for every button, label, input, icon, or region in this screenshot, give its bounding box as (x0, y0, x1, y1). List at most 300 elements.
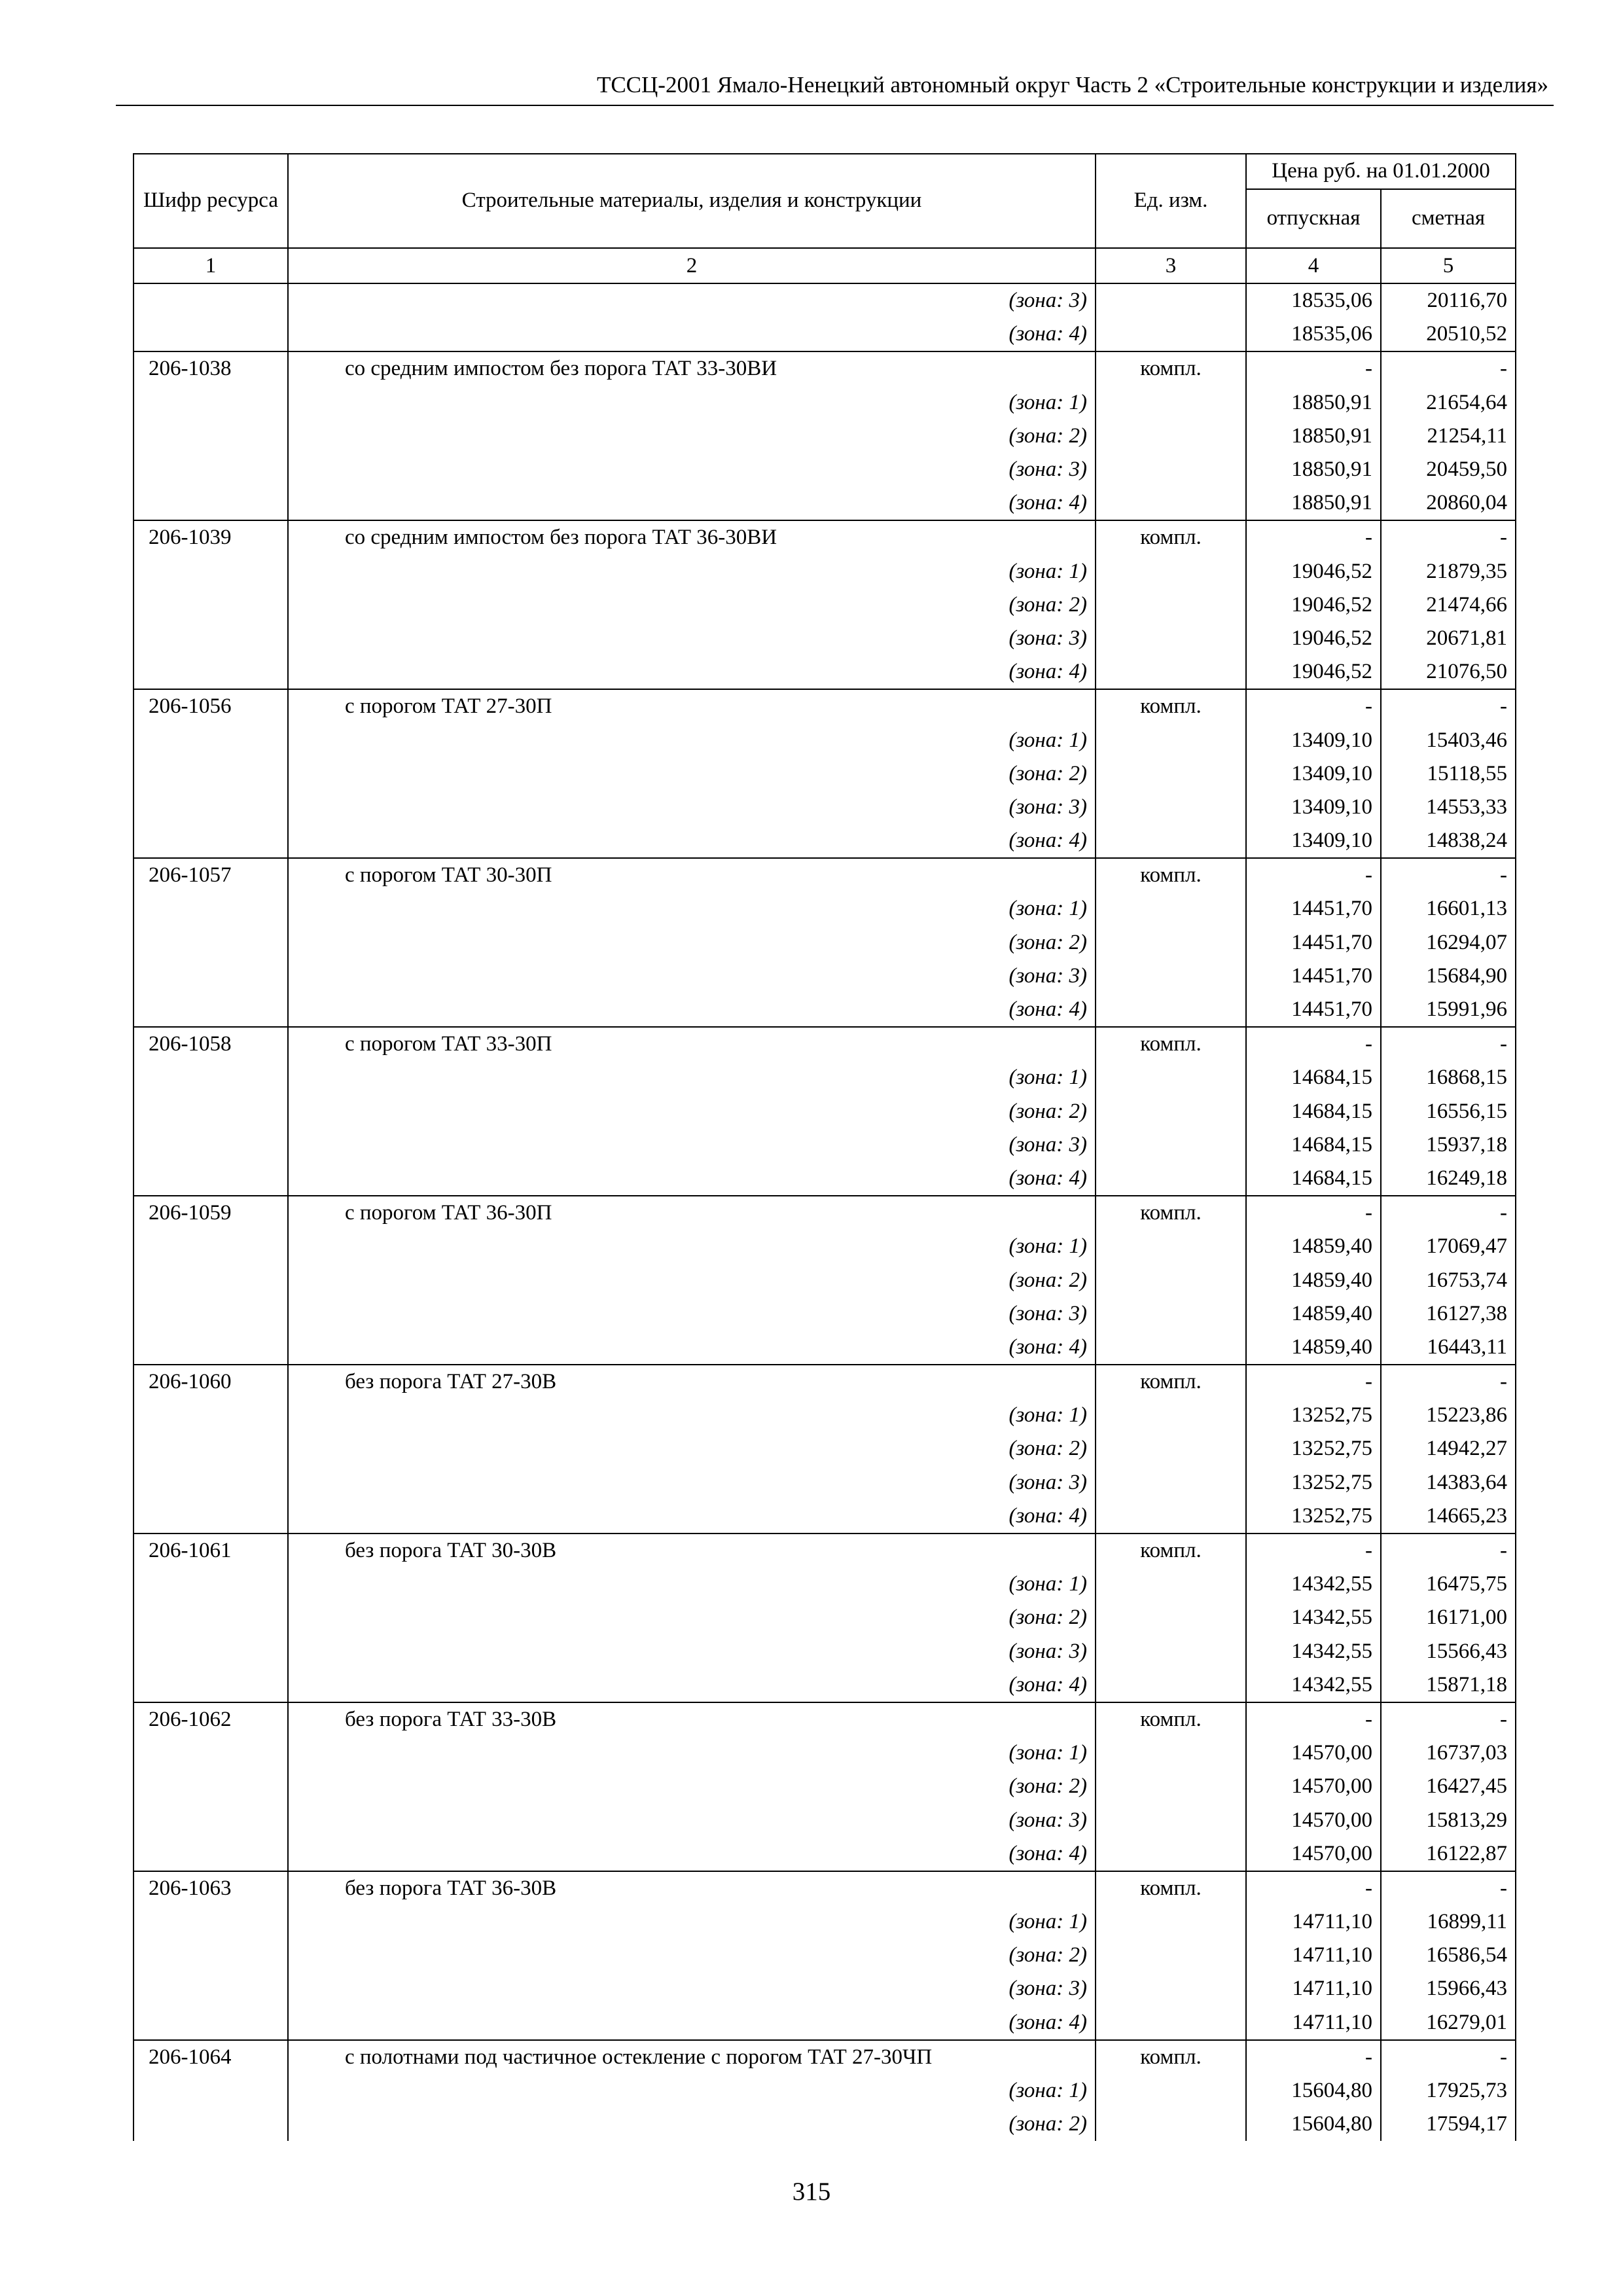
release-price-cell: 19046,52 (1246, 588, 1381, 622)
resource-code-cell (134, 1095, 288, 1128)
resource-code-cell (134, 588, 288, 622)
table-row (134, 858, 1516, 892)
unit-cell (1096, 1263, 1246, 1297)
release-price-cell: - (1246, 1027, 1381, 1061)
estimate-price-cell: - (1381, 1871, 1516, 1905)
estimate-price-cell: - (1381, 858, 1516, 892)
resource-code-cell (134, 1905, 288, 1939)
table-row (134, 1466, 1516, 1499)
table-row (134, 1871, 1516, 1905)
zone-label-cell: (зона: 2) (288, 1263, 1096, 1297)
column-number-row (134, 248, 1516, 283)
unit-cell: компл. (1096, 1534, 1246, 1568)
resource-code-cell (134, 1837, 288, 1871)
resource-code-cell (134, 655, 288, 689)
zone-label-cell: (зона: 4) (288, 317, 1096, 351)
unit-cell (1096, 1837, 1246, 1871)
zone-label-cell: (зона: 3) (288, 1466, 1096, 1499)
header-code: Шифр ресурса (134, 154, 288, 248)
release-price-cell: 18850,91 (1246, 486, 1381, 520)
resource-code-cell (134, 283, 288, 317)
material-name-cell: без порога ТАТ 33-30В (288, 1702, 1096, 1736)
unit-cell (1096, 791, 1246, 824)
release-price-cell: 14684,15 (1246, 1095, 1381, 1128)
estimate-price-cell: 14838,24 (1381, 824, 1516, 858)
release-price-cell: - (1246, 520, 1381, 554)
estimate-price-cell: 15991,96 (1381, 993, 1516, 1027)
table-body (134, 283, 1516, 2141)
zone-label-cell: (зона: 1) (288, 1230, 1096, 1263)
estimate-price-cell: - (1381, 1534, 1516, 1568)
release-price-cell: 14451,70 (1246, 892, 1381, 925)
zone-label-cell: (зона: 2) (288, 588, 1096, 622)
table-row (134, 283, 1516, 317)
estimate-price-cell: 20116,70 (1381, 283, 1516, 317)
resource-code-cell (134, 1230, 288, 1263)
release-price-cell: - (1246, 1534, 1381, 1568)
resource-code-cell (134, 892, 288, 925)
release-price-cell: 14711,10 (1246, 1905, 1381, 1939)
release-price-cell: 13409,10 (1246, 824, 1381, 858)
release-price-cell: 14342,55 (1246, 1568, 1381, 1601)
unit-cell: компл. (1096, 689, 1246, 723)
release-price-cell: 13252,75 (1246, 1466, 1381, 1499)
header-price-group: Цена руб. на 01.01.2000 (1246, 154, 1516, 189)
zone-label-cell: (зона: 1) (288, 555, 1096, 588)
unit-cell (1096, 1095, 1246, 1128)
estimate-price-cell: - (1381, 1702, 1516, 1736)
estimate-price-cell: - (1381, 1196, 1516, 1230)
zone-label-cell: (зона: 3) (288, 1128, 1096, 1162)
unit-cell (1096, 588, 1246, 622)
table-row (134, 1095, 1516, 1128)
resource-code-cell: 206-1064 (134, 2040, 288, 2074)
release-price-cell: 14570,00 (1246, 1803, 1381, 1837)
table-row (134, 1263, 1516, 1297)
release-price-cell: 18850,91 (1246, 386, 1381, 420)
release-price-cell: 14342,55 (1246, 1601, 1381, 1634)
resource-code-cell (134, 1803, 288, 1837)
table-row (134, 1196, 1516, 1230)
estimate-price-cell: 17594,17 (1381, 2108, 1516, 2141)
unit-cell (1096, 486, 1246, 520)
header-row (134, 154, 1516, 189)
material-name-cell: без порога ТАТ 27-30В (288, 1365, 1096, 1399)
release-price-cell: - (1246, 1196, 1381, 1230)
zone-label-cell: (зона: 3) (288, 1972, 1096, 2005)
unit-cell (1096, 1499, 1246, 1534)
unit-cell: компл. (1096, 858, 1246, 892)
unit-cell (1096, 1803, 1246, 1837)
zone-label-cell: (зона: 3) (288, 283, 1096, 317)
resource-code-cell (134, 960, 288, 993)
column-number: 1 (134, 248, 288, 283)
table-row (134, 824, 1516, 858)
resource-code-cell (134, 1061, 288, 1094)
zone-label-cell: (зона: 4) (288, 1331, 1096, 1365)
unit-cell: компл. (1096, 1365, 1246, 1399)
estimate-price-cell: - (1381, 689, 1516, 723)
unit-cell (1096, 1432, 1246, 1465)
unit-cell (1096, 1162, 1246, 1196)
table-row (134, 723, 1516, 757)
release-price-cell: - (1246, 1702, 1381, 1736)
release-price-cell: - (1246, 1365, 1381, 1399)
table-row (134, 791, 1516, 824)
estimate-price-cell: 16427,45 (1381, 1770, 1516, 1803)
estimate-price-cell: - (1381, 351, 1516, 386)
zone-label-cell: (зона: 4) (288, 1837, 1096, 1871)
unit-cell (1096, 723, 1246, 757)
table-row (134, 1365, 1516, 1399)
release-price-cell: 14859,40 (1246, 1331, 1381, 1365)
table-row (134, 1635, 1516, 1668)
resource-code-cell (134, 1668, 288, 1702)
resource-code-cell (134, 1601, 288, 1634)
table-row (134, 689, 1516, 723)
release-price-cell: 18535,06 (1246, 317, 1381, 351)
estimate-price-cell: 14665,23 (1381, 1499, 1516, 1534)
unit-cell (1096, 1399, 1246, 1432)
unit-cell (1096, 453, 1246, 486)
release-price-cell: 14711,10 (1246, 1972, 1381, 2005)
table-row (134, 2006, 1516, 2040)
column-number: 4 (1246, 248, 1381, 283)
release-price-cell: 13409,10 (1246, 791, 1381, 824)
estimate-price-cell: 14553,33 (1381, 791, 1516, 824)
release-price-cell: 18850,91 (1246, 453, 1381, 486)
estimate-price-cell: 16122,87 (1381, 1837, 1516, 1871)
resource-code-cell (134, 1568, 288, 1601)
estimate-price-cell: 15966,43 (1381, 1972, 1516, 2005)
resource-code-cell (134, 1466, 288, 1499)
estimate-price-cell: 20860,04 (1381, 486, 1516, 520)
zone-label-cell: (зона: 4) (288, 655, 1096, 689)
resource-code-cell (134, 2074, 288, 2108)
release-price-cell: 15604,80 (1246, 2074, 1381, 2108)
estimate-price-cell: 16753,74 (1381, 1263, 1516, 1297)
table-row (134, 1601, 1516, 1634)
unit-cell (1096, 1668, 1246, 1702)
zone-label-cell: (зона: 3) (288, 1635, 1096, 1668)
resource-code-cell (134, 386, 288, 420)
resource-code-cell (134, 1128, 288, 1162)
estimate-price-cell: 21474,66 (1381, 588, 1516, 622)
estimate-price-cell: 21254,11 (1381, 420, 1516, 453)
release-price-cell: 14570,00 (1246, 1736, 1381, 1770)
resource-code-cell (134, 486, 288, 520)
resource-code-cell (134, 1432, 288, 1465)
resource-code-cell (134, 757, 288, 791)
resource-code-cell (134, 622, 288, 655)
release-price-cell: 14711,10 (1246, 2006, 1381, 2040)
zone-label-cell: (зона: 1) (288, 1568, 1096, 1601)
release-price-cell: 14451,70 (1246, 960, 1381, 993)
zone-label-cell: (зона: 2) (288, 926, 1096, 960)
table-row (134, 1770, 1516, 1803)
unit-cell (1096, 1297, 1246, 1331)
resource-code-cell (134, 555, 288, 588)
price-table (133, 153, 1516, 2141)
estimate-price-cell: 16601,13 (1381, 892, 1516, 925)
estimate-price-cell: 16279,01 (1381, 2006, 1516, 2040)
resource-code-cell (134, 1972, 288, 2005)
estimate-price-cell: 17925,73 (1381, 2074, 1516, 2108)
estimate-price-cell: 16294,07 (1381, 926, 1516, 960)
zone-label-cell: (зона: 1) (288, 1399, 1096, 1432)
resource-code-cell (134, 1331, 288, 1365)
release-price-cell: - (1246, 2040, 1381, 2074)
resource-code-cell (134, 791, 288, 824)
unit-cell (1096, 1939, 1246, 1972)
unit-cell (1096, 1770, 1246, 1803)
unit-cell (1096, 2006, 1246, 2040)
resource-code-cell (134, 420, 288, 453)
resource-code-cell (134, 1770, 288, 1803)
material-name-cell: без порога ТАТ 30-30В (288, 1534, 1096, 1568)
table-row (134, 1702, 1516, 1736)
material-name-cell: с порогом ТАТ 30-30П (288, 858, 1096, 892)
release-price-cell: 18535,06 (1246, 283, 1381, 317)
estimate-price-cell: 21076,50 (1381, 655, 1516, 689)
unit-cell (1096, 824, 1246, 858)
unit-cell (1096, 420, 1246, 453)
estimate-price-cell: 15403,46 (1381, 723, 1516, 757)
resource-code-cell: 206-1059 (134, 1196, 288, 1230)
zone-label-cell: (зона: 3) (288, 1297, 1096, 1331)
table-row (134, 960, 1516, 993)
unit-cell (1096, 960, 1246, 993)
release-price-cell: - (1246, 689, 1381, 723)
unit-cell (1096, 1331, 1246, 1365)
table-row (134, 1027, 1516, 1061)
unit-cell (1096, 317, 1246, 351)
unit-cell: компл. (1096, 1871, 1246, 1905)
zone-label-cell: (зона: 4) (288, 486, 1096, 520)
release-price-cell: 13409,10 (1246, 757, 1381, 791)
unit-cell (1096, 1905, 1246, 1939)
table-row (134, 622, 1516, 655)
zone-label-cell: (зона: 1) (288, 1736, 1096, 1770)
table-row (134, 1432, 1516, 1465)
column-number: 3 (1096, 248, 1246, 283)
unit-cell: компл. (1096, 2040, 1246, 2074)
resource-code-cell: 206-1060 (134, 1365, 288, 1399)
material-name-cell: с порогом ТАТ 27-30П (288, 689, 1096, 723)
table-row (134, 520, 1516, 554)
unit-cell (1096, 2108, 1246, 2141)
estimate-price-cell: 16586,54 (1381, 1939, 1516, 1972)
estimate-price-cell: 16556,15 (1381, 1095, 1516, 1128)
estimate-price-cell: 15684,90 (1381, 960, 1516, 993)
zone-label-cell: (зона: 1) (288, 892, 1096, 925)
estimate-price-cell: 21654,64 (1381, 386, 1516, 420)
zone-label-cell: (зона: 4) (288, 2006, 1096, 2040)
zone-label-cell: (зона: 3) (288, 791, 1096, 824)
zone-label-cell: (зона: 3) (288, 1803, 1096, 1837)
unit-cell (1096, 655, 1246, 689)
zone-label-cell: (зона: 4) (288, 1162, 1096, 1196)
material-name-cell: с полотнами под частичное остекление с порогом ТАТ 27-30ЧП (288, 2040, 1096, 2074)
estimate-price-cell: 16868,15 (1381, 1061, 1516, 1094)
resource-code-cell (134, 926, 288, 960)
table-row (134, 386, 1516, 420)
release-price-cell: - (1246, 1871, 1381, 1905)
zone-label-cell: (зона: 2) (288, 1939, 1096, 1972)
release-price-cell: 14342,55 (1246, 1668, 1381, 1702)
release-price-cell: 13252,75 (1246, 1499, 1381, 1534)
table-row (134, 1162, 1516, 1196)
zone-label-cell: (зона: 1) (288, 1061, 1096, 1094)
table-row (134, 1534, 1516, 1568)
zone-label-cell: (зона: 3) (288, 622, 1096, 655)
release-price-cell: 14711,10 (1246, 1939, 1381, 1972)
release-price-cell: 18850,91 (1246, 420, 1381, 453)
unit-cell (1096, 1736, 1246, 1770)
table-row (134, 993, 1516, 1027)
table-row (134, 1736, 1516, 1770)
unit-cell (1096, 1601, 1246, 1634)
column-number: 5 (1381, 248, 1516, 283)
zone-label-cell: (зона: 2) (288, 1432, 1096, 1465)
release-price-cell: 14451,70 (1246, 926, 1381, 960)
release-price-cell: 14684,15 (1246, 1162, 1381, 1196)
unit-cell (1096, 622, 1246, 655)
release-price-cell: 14859,40 (1246, 1263, 1381, 1297)
table-row (134, 1061, 1516, 1094)
release-price-cell: - (1246, 858, 1381, 892)
zone-label-cell: (зона: 1) (288, 386, 1096, 420)
unit-cell (1096, 555, 1246, 588)
table-row (134, 1230, 1516, 1263)
release-price-cell: 15604,80 (1246, 2108, 1381, 2141)
estimate-price-cell: 15871,18 (1381, 1668, 1516, 1702)
table-row (134, 1668, 1516, 1702)
unit-cell (1096, 283, 1246, 317)
estimate-price-cell: 14942,27 (1381, 1432, 1516, 1465)
zone-label-cell: (зона: 2) (288, 420, 1096, 453)
zone-label-cell: (зона: 2) (288, 1601, 1096, 1634)
table-row (134, 1837, 1516, 1871)
table-row (134, 1297, 1516, 1331)
material-name-cell: с порогом ТАТ 33-30П (288, 1027, 1096, 1061)
estimate-price-cell: 16249,18 (1381, 1162, 1516, 1196)
zone-label-cell: (зона: 2) (288, 757, 1096, 791)
table-row (134, 655, 1516, 689)
release-price-cell: 14342,55 (1246, 1635, 1381, 1668)
estimate-price-cell: 16127,38 (1381, 1297, 1516, 1331)
table-row (134, 1499, 1516, 1534)
resource-code-cell (134, 1499, 288, 1534)
estimate-price-cell: 16899,11 (1381, 1905, 1516, 1939)
estimate-price-cell: 21879,35 (1381, 555, 1516, 588)
release-price-cell: 14859,40 (1246, 1230, 1381, 1263)
resource-code-cell (134, 2006, 288, 2040)
table-row (134, 1331, 1516, 1365)
zone-label-cell: (зона: 4) (288, 1668, 1096, 1702)
table-row (134, 1939, 1516, 1972)
unit-cell (1096, 1568, 1246, 1601)
zone-label-cell: (зона: 3) (288, 453, 1096, 486)
resource-code-cell (134, 723, 288, 757)
table-row (134, 1128, 1516, 1162)
table-row (134, 588, 1516, 622)
column-number: 2 (288, 248, 1096, 283)
unit-cell: компл. (1096, 1196, 1246, 1230)
release-price-cell: 19046,52 (1246, 655, 1381, 689)
resource-code-cell: 206-1057 (134, 858, 288, 892)
release-price-cell: 13252,75 (1246, 1432, 1381, 1465)
unit-cell: компл. (1096, 520, 1246, 554)
table-row (134, 453, 1516, 486)
estimate-price-cell: 16737,03 (1381, 1736, 1516, 1770)
unit-cell (1096, 1128, 1246, 1162)
estimate-price-cell: 16171,00 (1381, 1601, 1516, 1634)
resource-code-cell: 206-1056 (134, 689, 288, 723)
header-unit: Ед. изм. (1096, 154, 1246, 248)
table-row (134, 555, 1516, 588)
material-name-cell: без порога ТАТ 36-30В (288, 1871, 1096, 1905)
table-row (134, 1399, 1516, 1432)
estimate-price-cell: 15813,29 (1381, 1803, 1516, 1837)
header-price-release: отпускная (1246, 189, 1381, 248)
estimate-price-cell: 20510,52 (1381, 317, 1516, 351)
table-row (134, 892, 1516, 925)
unit-cell (1096, 1230, 1246, 1263)
zone-label-cell: (зона: 2) (288, 2108, 1096, 2141)
table-row (134, 926, 1516, 960)
resource-code-cell: 206-1062 (134, 1702, 288, 1736)
release-price-cell: 19046,52 (1246, 622, 1381, 655)
release-price-cell: 13252,75 (1246, 1399, 1381, 1432)
resource-code-cell: 206-1038 (134, 351, 288, 386)
resource-code-cell: 206-1061 (134, 1534, 288, 1568)
page-number: 315 (792, 2178, 831, 2206)
zone-label-cell: (зона: 1) (288, 1905, 1096, 1939)
release-price-cell: 14570,00 (1246, 1837, 1381, 1871)
table-row (134, 2040, 1516, 2074)
unit-cell (1096, 1061, 1246, 1094)
estimate-price-cell: - (1381, 2040, 1516, 2074)
estimate-price-cell: 14383,64 (1381, 1466, 1516, 1499)
release-price-cell: 19046,52 (1246, 555, 1381, 588)
unit-cell (1096, 1635, 1246, 1668)
estimate-price-cell: - (1381, 520, 1516, 554)
estimate-price-cell: 15223,86 (1381, 1399, 1516, 1432)
estimate-price-cell: 16443,11 (1381, 1331, 1516, 1365)
table-row (134, 757, 1516, 791)
zone-label-cell: (зона: 4) (288, 824, 1096, 858)
zone-label-cell: (зона: 3) (288, 960, 1096, 993)
release-price-cell: 14859,40 (1246, 1297, 1381, 1331)
unit-cell: компл. (1096, 351, 1246, 386)
zone-label-cell: (зона: 4) (288, 993, 1096, 1027)
table-row (134, 317, 1516, 351)
table-row (134, 1905, 1516, 1939)
resource-code-cell (134, 1162, 288, 1196)
resource-code-cell (134, 1635, 288, 1668)
estimate-price-cell: 15118,55 (1381, 757, 1516, 791)
release-price-cell: 13409,10 (1246, 723, 1381, 757)
unit-cell (1096, 926, 1246, 960)
resource-code-cell: 206-1063 (134, 1871, 288, 1905)
unit-cell: компл. (1096, 1027, 1246, 1061)
table-row (134, 351, 1516, 386)
header-name: Строительные материалы, изделия и конструкции (288, 154, 1096, 248)
estimate-price-cell: 20459,50 (1381, 453, 1516, 486)
resource-code-cell (134, 1399, 288, 1432)
table-row (134, 2074, 1516, 2108)
